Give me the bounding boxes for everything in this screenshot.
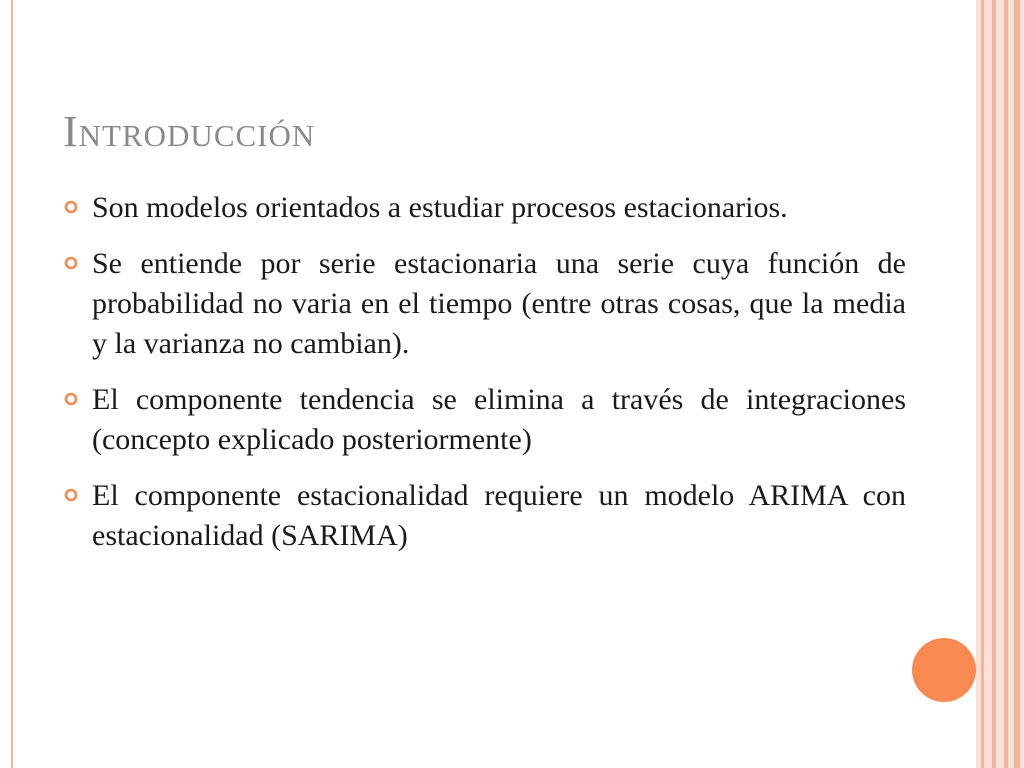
- right-stripe: [1014, 0, 1020, 768]
- bullet-text: El componente estacionalidad requiere un modelo ARIMA con estacionalidad (SARIMA): [92, 479, 906, 552]
- right-stripe: [992, 0, 996, 768]
- bullet-text: El componente tendencia se elimina a través de integraciones (concepto explicado posteriormente): [92, 383, 906, 456]
- circle-bullet-icon: [64, 256, 78, 270]
- bullet-item: [63, 380, 906, 460]
- circle-bullet-icon: [64, 200, 78, 214]
- slide-title: Introducción: [63, 107, 316, 156]
- circle-bullet-icon: [64, 392, 78, 406]
- orange-circle-decoration: [912, 638, 976, 702]
- right-stripe: [981, 0, 984, 768]
- bullet-text: Son modelos orientados a estudiar procesos estacionarios.: [92, 191, 788, 224]
- bullet-item: [63, 476, 906, 556]
- right-stripe: [1004, 0, 1008, 768]
- bullet-item: [63, 188, 906, 228]
- bullet-list: [63, 188, 906, 572]
- left-border-line: [11, 0, 13, 768]
- bullet-item: [63, 244, 906, 364]
- circle-bullet-icon: [64, 488, 78, 502]
- bullet-text: Se entiende por serie estacionaria una serie cuya función de probabilidad no varia en el tiempo (entre otras cosas, que la media y la varianza no cambian).: [92, 247, 906, 360]
